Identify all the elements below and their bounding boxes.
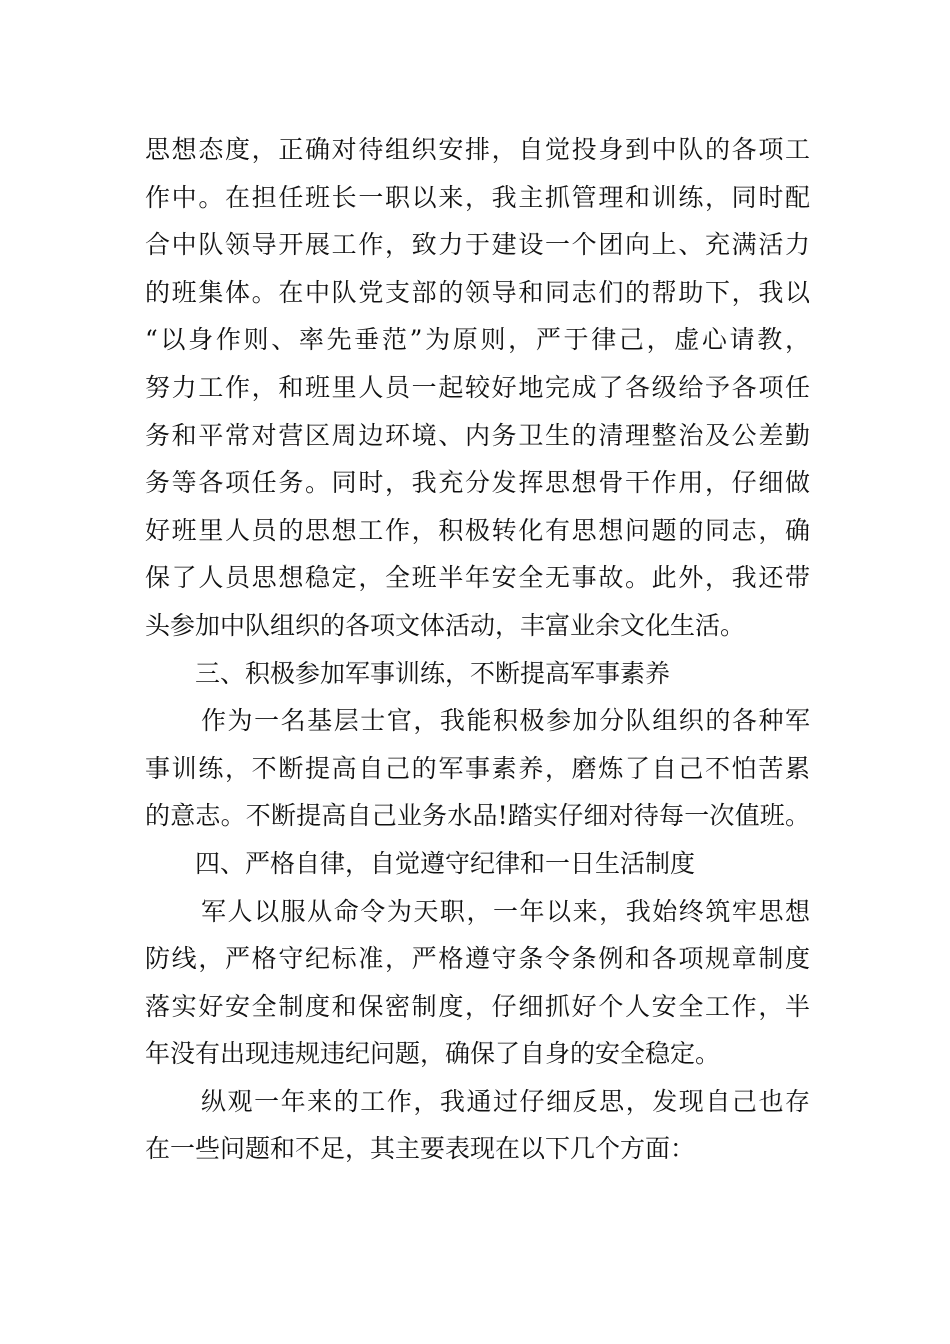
- text-line: 军人以服从命令为天职，一年以来，我始终筑牢思想: [201, 896, 810, 926]
- text-line: 保了人员思想稳定，全班半年安全无事故。此外，我还带: [145, 563, 810, 593]
- text-line: 年没有出现违规违纪问题，确保了自身的安全稳定。: [145, 1039, 721, 1069]
- text-line: 好班里人员的思想工作，积极转化有思想问题的同志，确: [145, 515, 810, 545]
- text-line: 的班集体。在中队党支部的领导和同志们的帮助下，我以: [145, 277, 810, 307]
- text-line: 作为一名基层士官，我能积极参加分队组织的各种军: [201, 706, 810, 736]
- text-line: 落实好安全制度和保密制度，仔细抓好个人安全工作，半: [145, 991, 810, 1021]
- text-line: 合中队领导开展工作，致力于建设一个团向上、充满活力: [145, 230, 810, 260]
- text-line: 思想态度，正确对待组织安排，自觉投身到中队的各项工: [145, 135, 810, 164]
- document-body: [145, 126, 810, 1173]
- section-heading-four: 四、严格自律，自觉遵守纪律和一日生活制度: [195, 848, 696, 878]
- section-heading-three: 三、积极参加军事训练，不断提高军事素养: [195, 658, 671, 688]
- text-line: 务和平常对营区周边环境、内务卫生的清理整治及公差勤: [145, 420, 810, 450]
- text-line: 的意志。不断提高自己业务水品!踏实仔细对待每一次值班。: [145, 801, 810, 831]
- text-line: 作中。在担任班长一职以来，我主抓管理和训练，同时配: [145, 182, 810, 212]
- text-line: 纵观一年来的工作，我通过仔细反思，发现自己也存: [201, 1086, 810, 1116]
- text-line: 务等各项任务。同时，我充分发挥思想骨干作用，仔细做: [145, 468, 810, 498]
- text-line: 事训练，不断提高自己的军事素养，磨炼了自己不怕苦累: [145, 753, 810, 783]
- text-line: 努力工作，和班里人员一起较好地完成了各级给予各项任: [145, 372, 810, 402]
- text-line: 头参加中队组织的各项文体活动，丰富业余文化生活。: [145, 610, 746, 640]
- text-line: 防线，严格守纪标准，严格遵守条令条例和各项规章制度: [145, 944, 810, 974]
- text-line: 在一些问题和不足，其主要表现在以下几个方面：: [145, 1134, 696, 1164]
- text-line: “以身作则、率先垂范”为原则，严于律己，虚心请教，: [145, 325, 810, 355]
